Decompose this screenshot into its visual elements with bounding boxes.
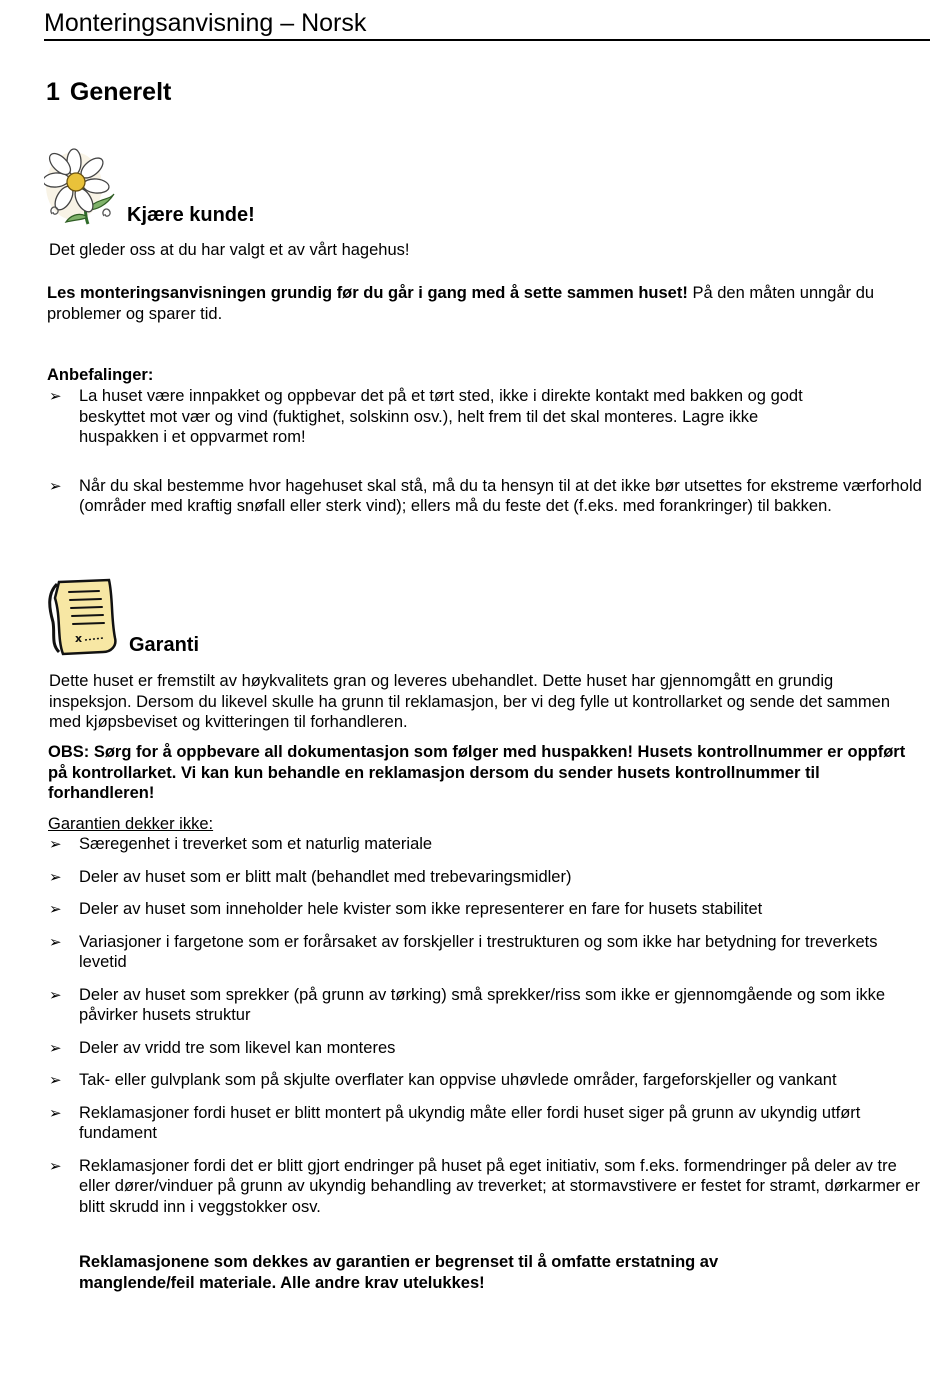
- guarantee-text: Dette huset er fremstilt av høykvalitets gran og leveres ubehandlet. Dette huset har gjennomgått en grundig inspeksjon. Dersom du likevel skulle ha grunn til reklamasjon, ber vi deg fylle ut kontrollarket og sende det sammen med kjøpsbeviset og kvitteringen til forhandleren.: [49, 672, 891, 731]
- list-item: ➢ Variasjoner i fargetone som er forårsaket av forskjeller i trestrukturen og som ikke har betydning for treverkets levetid: [49, 932, 878, 971]
- intro-bold-text: Les monteringsanvisningen grundig før du går i gang med å sette sammen huset!: [47, 284, 688, 302]
- intro-paragraph: [47, 283, 927, 324]
- bullet-arrow-icon: ➢: [49, 835, 62, 853]
- bullet-arrow-icon: ➢: [49, 387, 62, 405]
- section-number: 1: [46, 78, 60, 106]
- list-item: ➢ Deler av huset som inneholder hele kvister som ikke representerer en fare for husets stabilitet: [49, 900, 763, 918]
- bullet-arrow-icon: ➢: [49, 476, 62, 495]
- svg-text:x: x: [75, 632, 83, 645]
- list-item: ➢ Deler av huset som sprekker (på grunn av tørking) små sprekker/riss som ikke er gjennomgående og som ikke påvirker husets struktur: [49, 985, 886, 1024]
- bullet-arrow-icon: ➢: [49, 1071, 62, 1089]
- greeting-text: Det gleder oss at du har valgt et av vårt hagehus!: [49, 241, 410, 259]
- bullet-arrow-icon: ➢: [49, 985, 62, 1004]
- bullet-arrow-icon: ➢: [49, 1156, 62, 1175]
- bullet-arrow-icon: ➢: [49, 1038, 62, 1057]
- greeting-title: Kjære kunde!: [127, 204, 255, 226]
- bullet-arrow-icon: ➢: [49, 900, 62, 918]
- intro-normal-text: På den måten unngår du problemer og sparer tid.: [47, 284, 875, 323]
- page-header: [44, 8, 930, 41]
- section-title: Generelt: [69, 78, 172, 106]
- list-item: ➢ Reklamasjoner fordi huset er blitt montert på ukyndig måte eller fordi huset siger på grunn av ukyndig utført fundament: [49, 1103, 861, 1142]
- recommendations-heading: Anbefalinger:: [47, 366, 154, 384]
- closing-statement: Reklamasjonene som dekkes av garantien er begrenset til å omfatte erstatning av manglende/feil materiale. Alle andre krav utelukkes!: [79, 1253, 719, 1292]
- bullet-arrow-icon: ➢: [49, 932, 62, 951]
- guarantee-obs: OBS: Sørg for å oppbevare all dokumentasjon som følger med huspakken! Husets kontrollnummer er oppført på kontrollarket. Vi kan kun behandle en reklamasjon dersom du sender husets kontrollnummer til forhandleren!: [48, 743, 906, 802]
- guarantee-title: Garanti: [129, 634, 200, 656]
- list-item: ➢ Deler av huset som er blitt malt (behandlet med trebevaringsmidler): [49, 867, 572, 886]
- document-clipart-icon: [45, 578, 127, 656]
- bullet-arrow-icon: ➢: [49, 1103, 62, 1122]
- list-item: ➢ Deler av vridd tre som likevel kan monteres: [49, 1038, 396, 1057]
- list-item: ➢ Reklamasjoner fordi det er blitt gjort endringer på huset på eget initiativ, som f.eks. formendringer på deler av tre eller dører/vinduer på grunn av ukyndig behandling av treverket; at stormavstivere er festet for stramt, dørkarmer er blitt skrudd inn i veggstokker osv.: [49, 1156, 920, 1216]
- bullet-arrow-icon: ➢: [49, 867, 62, 886]
- list-item: ➢ Tak- eller gulvplank som på skjulte overflater kan oppvise uhøvlede områder, fargeforskjeller og vankant: [49, 1071, 837, 1089]
- not-covered-list: [48, 834, 928, 1217]
- not-covered-heading: Garantien dekker ikke:: [48, 815, 214, 833]
- flower-clipart-icon: [44, 146, 120, 226]
- list-item: ➢ Særegenhet i treverket som et naturlig materiale: [49, 835, 433, 853]
- page-header-title: Monteringsanvisning – Norsk: [44, 9, 367, 37]
- list-item: ➢ Når du skal bestemme hvor hagehuset skal stå, må du ta hensyn til at det ikke bør utsettes for ekstreme værforhold (områder med kraftig snøfall eller sterk vind); ellers må du feste det (f.eks. med forankringer) til bakken.: [49, 476, 922, 515]
- list-item: ➢ La huset være innpakket og oppbevar det på et tørt sted, ikke i direkte kontakt med bakken og godt beskyttet mot vær og vind (fuktighet, solskinn osv.), helt frem til det skal monteres. Lagre ikke huspakken i et oppvarmet rom!: [49, 387, 803, 446]
- recommendations-list: [48, 386, 928, 517]
- section-heading: [46, 78, 171, 107]
